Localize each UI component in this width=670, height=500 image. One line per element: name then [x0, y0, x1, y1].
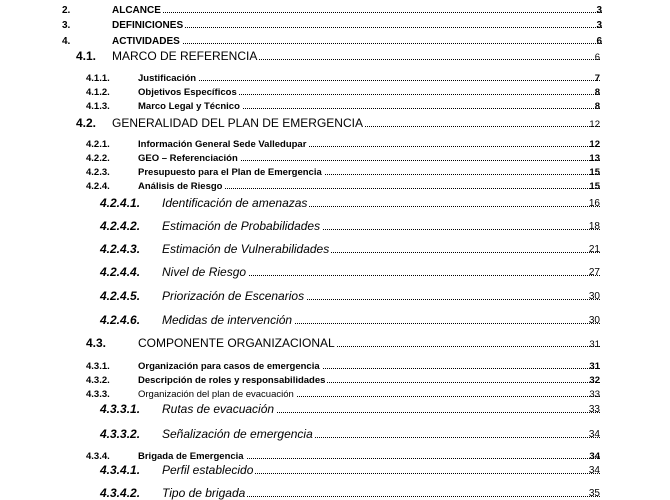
- toc-number: 4.2.4.5.: [100, 289, 141, 303]
- toc-entry[interactable]: [0, 219, 670, 235]
- toc-number: 4.3.3.1.: [100, 402, 141, 416]
- toc-entry[interactable]: [0, 402, 670, 418]
- toc-number: 4.: [62, 36, 71, 47]
- toc-entry[interactable]: [0, 5, 670, 19]
- toc-number: 4.2.4.2.: [100, 219, 141, 233]
- toc-number: 4.1.1.: [86, 73, 110, 84]
- toc-title: Análisis de Riesgo: [138, 181, 600, 192]
- toc-title: Priorización de Escenarios: [162, 289, 600, 303]
- toc-number: 4.1.2.: [86, 87, 110, 98]
- toc-number: 2.: [62, 5, 71, 16]
- toc-number: 4.2.2.: [86, 153, 110, 164]
- toc-page: 12: [589, 119, 600, 130]
- toc-page: 18: [588, 221, 600, 232]
- toc-page: 34: [588, 429, 600, 440]
- toc-entry[interactable]: [0, 181, 670, 194]
- toc-number: 4.3.3.: [86, 389, 110, 400]
- toc-title: Organización del plan de evacuación: [138, 389, 600, 400]
- toc-page: 21: [588, 244, 600, 255]
- toc-page: 33: [589, 389, 600, 400]
- toc-number: 4.2.4.6.: [100, 313, 141, 327]
- toc-number: 4.3.4.1.: [100, 463, 141, 477]
- toc-title: Justificación: [138, 73, 600, 84]
- toc-entry[interactable]: [0, 153, 670, 166]
- toc-page: 35: [588, 488, 600, 499]
- toc-entry[interactable]: [0, 486, 670, 500]
- toc-title: COMPONENTE ORGANIZACIONAL: [138, 336, 600, 350]
- toc-page: 30: [588, 315, 600, 326]
- toc-number: 4.3.2.: [86, 375, 110, 386]
- toc-entry[interactable]: [0, 427, 670, 443]
- toc-title: Organización para casos de emergencia: [138, 361, 600, 372]
- toc-page: 3: [596, 5, 602, 16]
- toc-page: 15: [589, 181, 600, 192]
- toc-entry[interactable]: [0, 265, 670, 281]
- toc-title: Presupuesto para el Plan de Emergencia: [138, 167, 600, 178]
- toc-page: 32: [589, 375, 600, 386]
- toc-title: Perfil establecido: [162, 463, 600, 477]
- toc-title: Objetivos Específicos: [138, 87, 600, 98]
- toc-title: Estimación de Vulnerabilidades: [162, 242, 600, 256]
- toc-title: Descripción de roles y responsabilidades: [138, 375, 600, 386]
- toc-number: 4.2.4.4.: [100, 265, 141, 279]
- toc-number: 4.2.1.: [86, 139, 110, 150]
- toc-page: 6: [594, 52, 600, 63]
- toc-page: 30: [588, 291, 600, 302]
- toc-number: 4.3.3.2.: [100, 427, 141, 441]
- toc-page: 27: [588, 267, 600, 278]
- toc-page: 12: [589, 139, 600, 150]
- toc-title: Nivel de Riesgo: [162, 265, 600, 279]
- toc-entry[interactable]: [0, 242, 670, 258]
- toc-title: Estimación de Probabilidades: [162, 219, 600, 233]
- toc-title: GEO – Referenciación: [138, 153, 600, 164]
- toc-title: Identificación de amenazas: [162, 196, 600, 210]
- toc-page: 6: [596, 36, 602, 47]
- toc-number: 4.3.4.2.: [100, 486, 141, 500]
- toc-title: Tipo de brigada: [162, 486, 600, 500]
- toc-page: 3: [596, 20, 602, 31]
- toc-entry[interactable]: [0, 73, 670, 86]
- toc-title: MARCO DE REFERENCIA: [112, 49, 600, 63]
- toc-number: 4.2.4.3.: [100, 242, 141, 256]
- toc-page: 33: [588, 404, 600, 415]
- toc-number: 4.2.: [76, 116, 97, 130]
- toc-page: 31: [589, 339, 600, 350]
- toc-page: 8: [594, 87, 600, 98]
- toc-entry[interactable]: [0, 389, 670, 402]
- toc-number: 4.1.3.: [86, 101, 110, 112]
- toc-title: Señalización de emergencia: [162, 427, 600, 441]
- toc-page: 34: [589, 451, 600, 462]
- toc-page: 13: [589, 153, 600, 164]
- toc-entry[interactable]: [0, 49, 670, 65]
- toc-title: Rutas de evacuación: [162, 402, 600, 416]
- toc-title: ACTIVIDADES: [112, 36, 602, 47]
- toc-entry[interactable]: [0, 116, 670, 132]
- toc-number: 4.2.4.: [86, 181, 110, 192]
- toc-entry[interactable]: [0, 36, 670, 50]
- toc-entry[interactable]: [0, 375, 670, 388]
- toc-title: DEFINICIONES: [112, 20, 602, 31]
- toc-page: 15: [589, 167, 600, 178]
- toc-number: 4.3.: [86, 336, 107, 350]
- toc-entry[interactable]: [0, 87, 670, 100]
- toc-title: GENERALIDAD DEL PLAN DE EMERGENCIA: [112, 116, 600, 130]
- toc-page: 34: [588, 465, 600, 476]
- toc-title: Marco Legal y Técnico: [138, 101, 600, 112]
- toc-number: 4.3.1.: [86, 361, 110, 372]
- toc-number: 4.3.4.: [86, 451, 110, 462]
- toc-page: 16: [588, 198, 600, 209]
- toc-entry[interactable]: [0, 20, 670, 34]
- toc-entry[interactable]: [0, 196, 670, 212]
- toc-number: 4.1.: [76, 49, 97, 63]
- toc-number: 4.2.4.1.: [100, 196, 141, 210]
- toc-title: Información General Sede Valledupar: [138, 139, 600, 150]
- toc-page: 31: [589, 361, 600, 372]
- toc-entry[interactable]: [0, 167, 670, 180]
- toc-entry[interactable]: [0, 361, 670, 374]
- toc-entry[interactable]: [0, 463, 670, 479]
- toc-title: Brigada de Emergencia: [138, 451, 600, 462]
- toc-entry[interactable]: [0, 336, 670, 352]
- toc-entry[interactable]: [0, 101, 670, 114]
- toc-entry[interactable]: [0, 139, 670, 152]
- toc-page: 8: [594, 101, 600, 112]
- toc-title: ALCANCE: [112, 5, 602, 16]
- toc-entry[interactable]: [0, 289, 670, 305]
- toc-number: 3.: [62, 20, 71, 31]
- toc-page: 7: [594, 73, 600, 84]
- toc-number: 4.2.3.: [86, 167, 110, 178]
- toc-title: Medidas de intervención: [162, 313, 600, 327]
- toc-entry[interactable]: [0, 313, 670, 329]
